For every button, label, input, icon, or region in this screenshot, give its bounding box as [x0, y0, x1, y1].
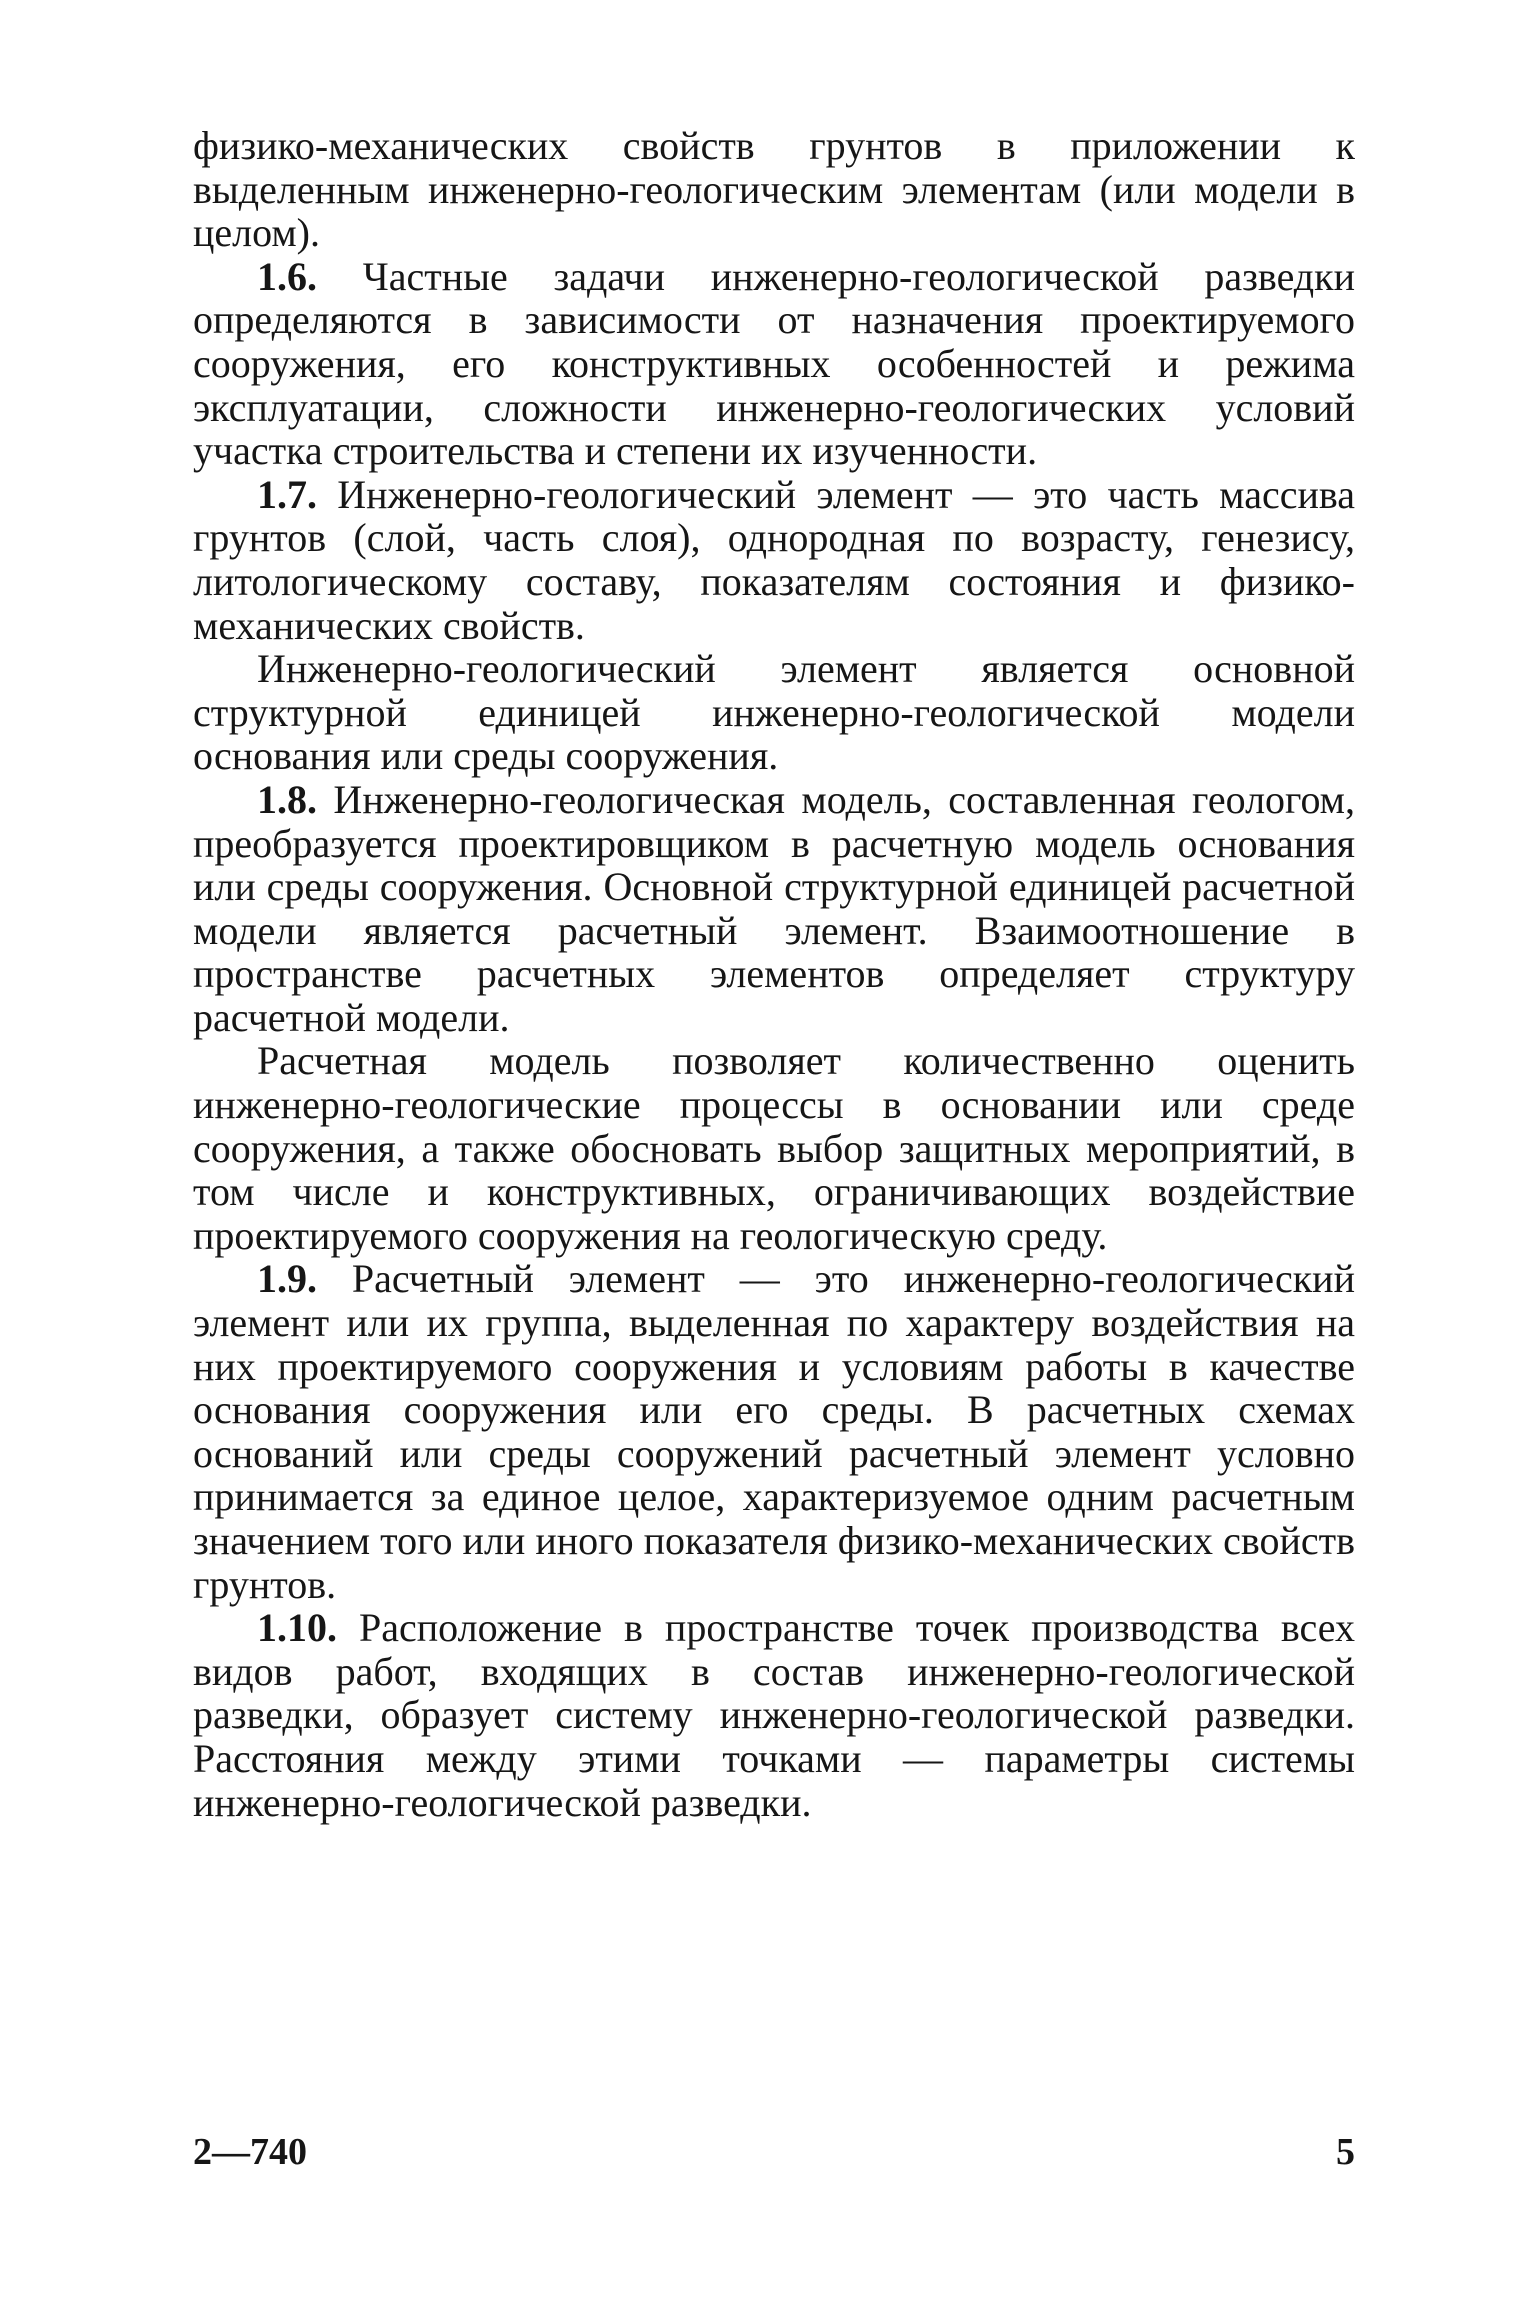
paragraph-1-10: [193, 1606, 1355, 1824]
paragraph-text: физико-механических свойств грунтов в приложении к выделенным инженерно-геологическим элементам (или модели в целом).: [193, 123, 1355, 256]
page-number: 5: [1336, 2131, 1355, 2173]
page-footer: [193, 2130, 1355, 2180]
paragraph-text: Расчетный элемент — это инженерно-геологический элемент или их группа, выделенная по характеру воздействия на них проектируемого сооружения и условиям работы в качестве основания сооружения или его среды. В расчетных схемах оснований или среды сооружений расчетный элемент условно принимается за единое целое, характеризуемое одним расчетным значением того или иного показателя физико-механических свойств грунтов.: [193, 1256, 1355, 1607]
paragraph-text: Расположение в пространстве точек производства всех видов работ, входящих в состав инженерно-геологической разведки, образует систему инженерно-геологической разведки. Расстояния между этими точками — параметры системы инженерно-геологической разведки.: [193, 1605, 1355, 1825]
paragraph-number: 1.9.: [257, 1256, 317, 1302]
paragraph-1-6: [193, 255, 1355, 473]
paragraph-number: 1.10.: [257, 1605, 337, 1651]
paragraph-1-8: [193, 778, 1355, 1040]
paragraph-text: Частные задачи инженерно-геологической разведки определяются в зависимости от назначения проектируемого сооружения, его конструктивных особенностей и режима эксплуатации, сложности инженерно-геологических условий участка строительства и степени их изученности.: [193, 253, 1355, 474]
printer-signature: 2—740: [193, 2131, 307, 2173]
body-text: [193, 124, 1355, 1824]
paragraph-1-9: [193, 1257, 1355, 1606]
paragraph-text: Инженерно-геологическая модель, составленная геологом, преобразуется проектировщиком в расчетную модель основания или среды сооружения. Основной структурной единицей расчетной модели является расчетный элемент. Взаимоотношение в пространстве расчетных элементов определяет структуру расчетной модели.: [193, 776, 1355, 1040]
paragraph-number: 1.7.: [257, 471, 317, 517]
paragraph-continuation: [193, 124, 1355, 255]
paragraph-text: Инженерно-геологический элемент является основной структурной единицей инженерно-геологической модели основания или среды сооружения.: [193, 646, 1355, 779]
paragraph-calculation-model: [193, 1039, 1355, 1257]
paragraph-number: 1.8.: [257, 776, 317, 822]
paragraph-1-7: [193, 473, 1355, 647]
paragraph-text: Инженерно-геологический элемент — это часть массива грунтов (слой, часть слоя), однородная по возрасту, генезису, литологическому составу, показателям состояния и физико-механических свойств.: [193, 471, 1355, 648]
paragraph-element-definition: [193, 647, 1355, 778]
paragraph-number: 1.6.: [257, 253, 317, 299]
paragraph-text: Расчетная модель позволяет количественно оценить инженерно-геологические процессы в основании или среде сооружения, а также обосновать выбор защитных мероприятий, в том числе и конструктивных, ограничивающих воздействие проектируемого сооружения на геологическую среду.: [193, 1038, 1355, 1258]
